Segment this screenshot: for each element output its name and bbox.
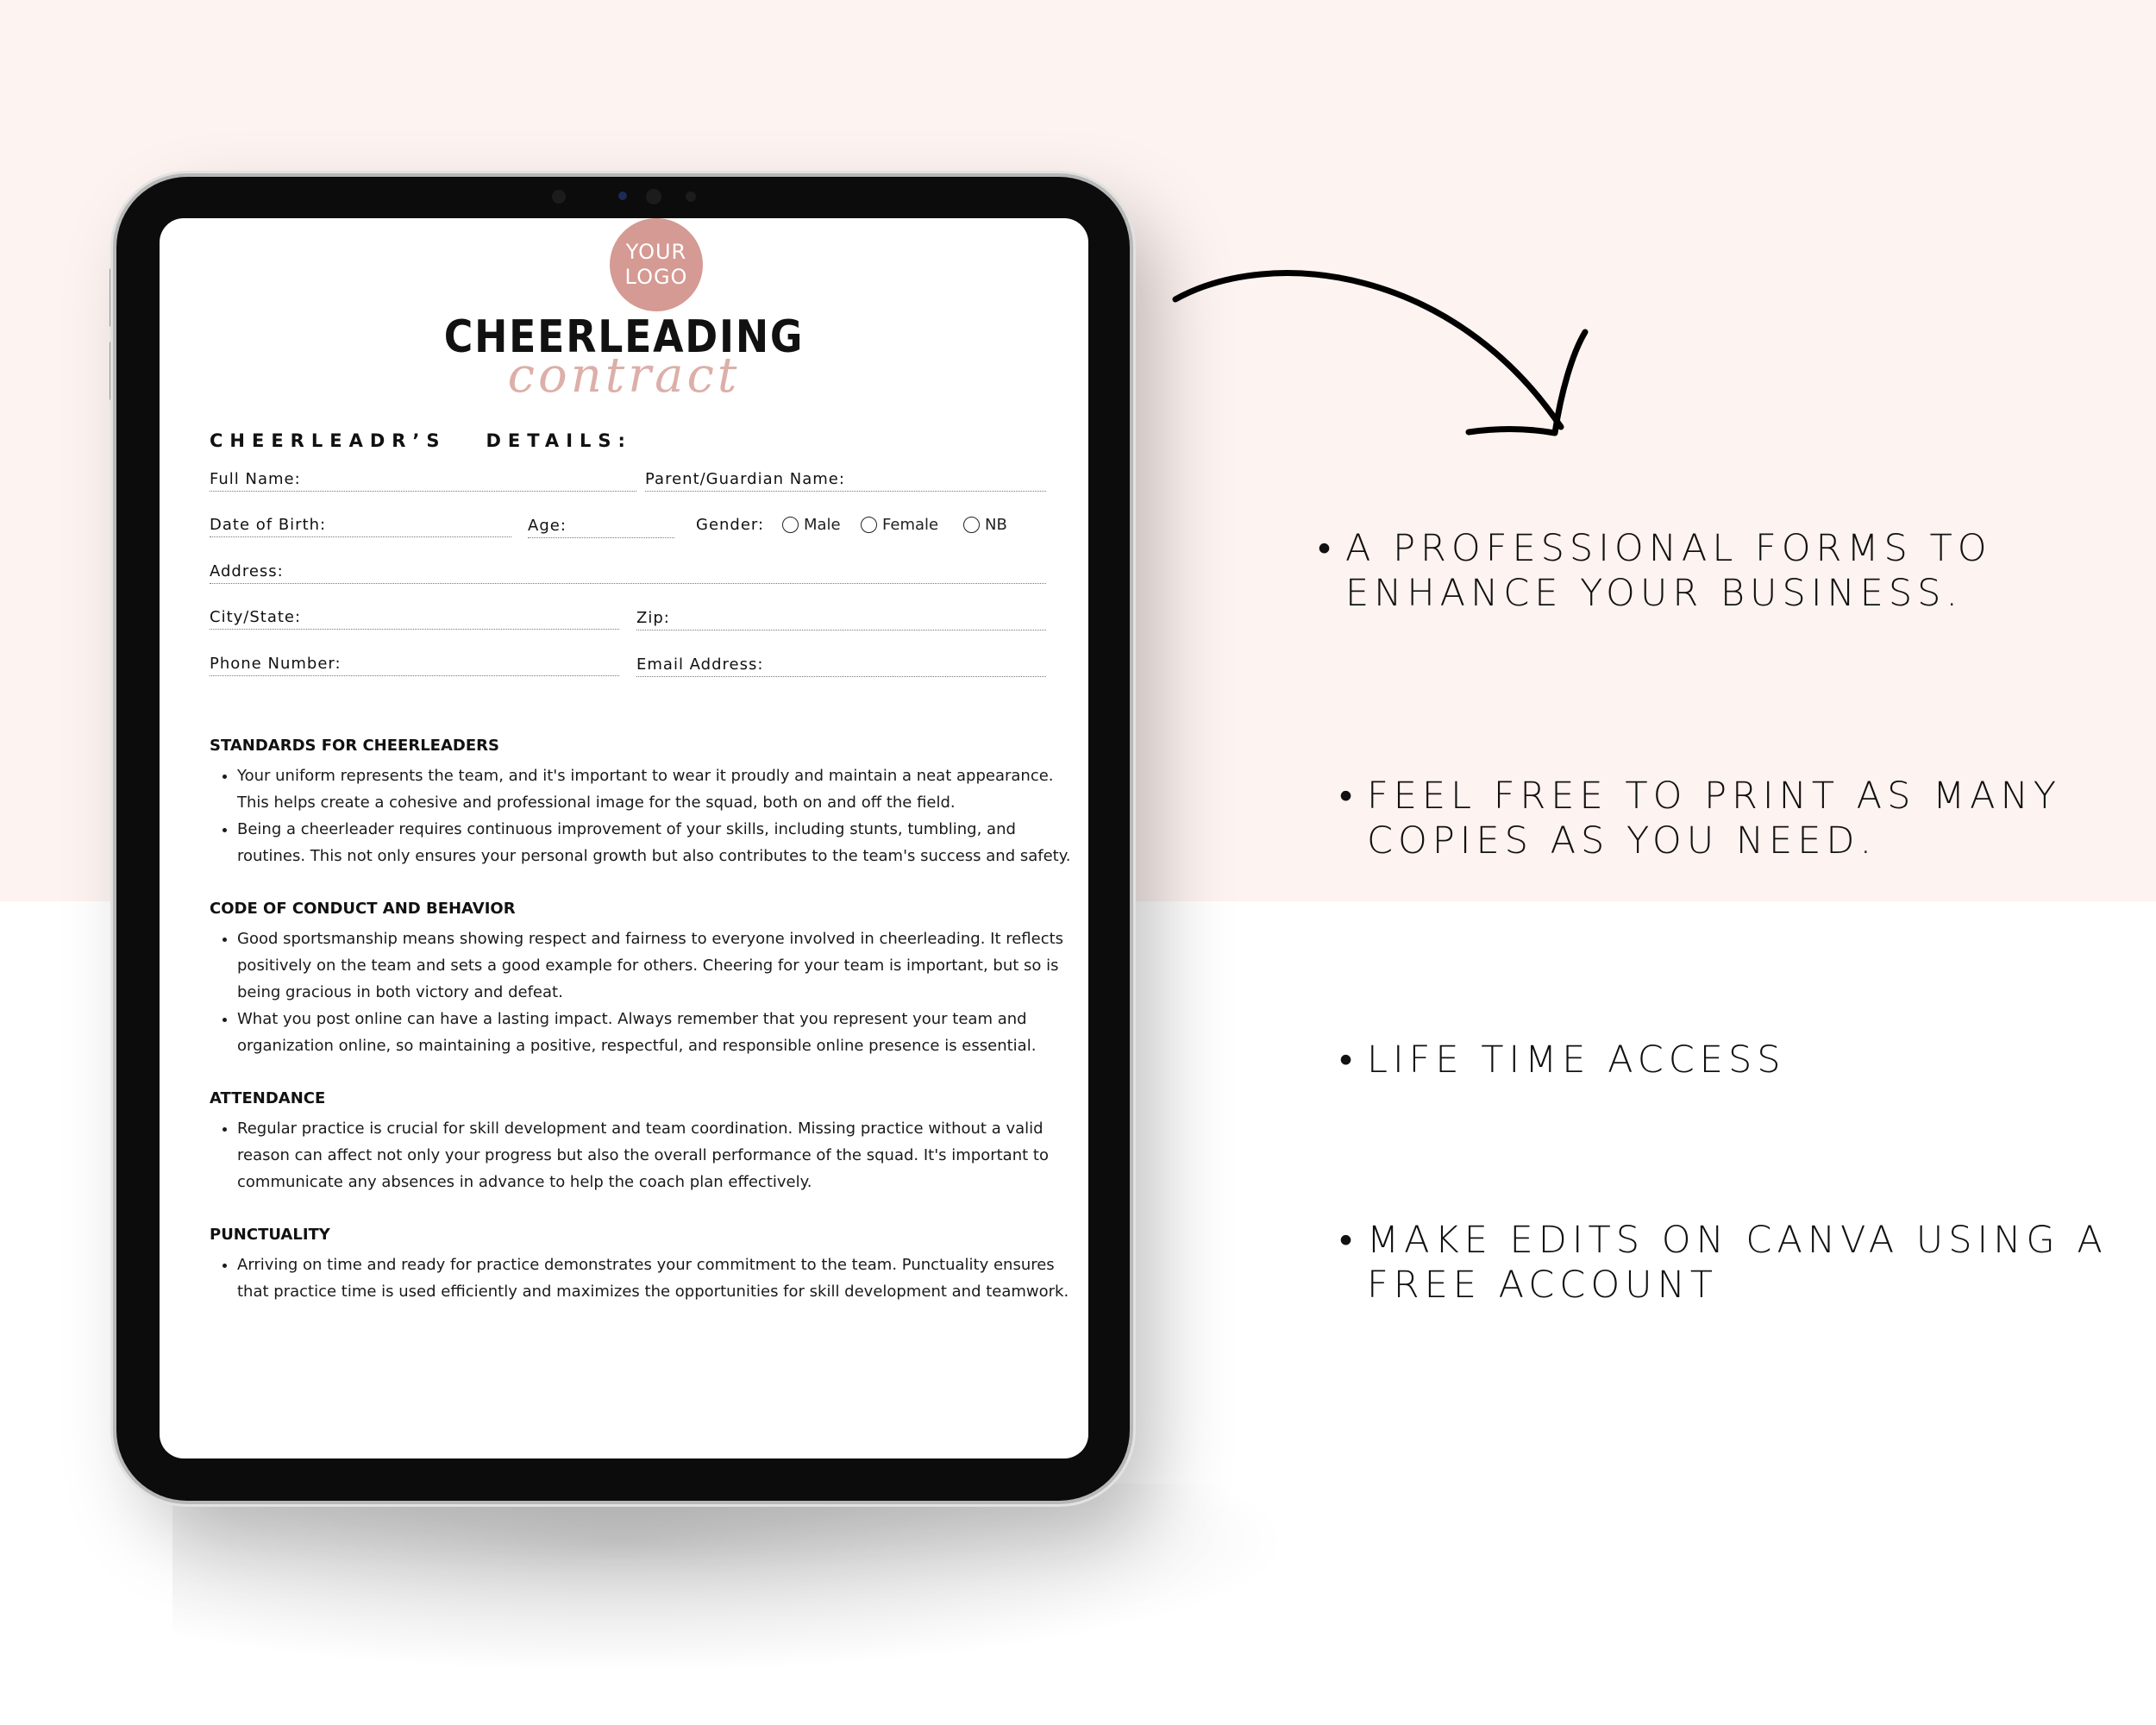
section-list (210, 762, 1072, 869)
city-state-field[interactable]: City/State: (210, 606, 619, 630)
section-list (210, 1115, 1072, 1195)
list-item: • What you post online can have a lasting impact. Always remember that you represent your team and organization online, so maintaining a positive, respectful, and responsible online presence is essential. (237, 1006, 1072, 1059)
feature-item-canva (1339, 1218, 2108, 1308)
conduct-section (210, 895, 1072, 1059)
document-title: CHEERLEADING (443, 311, 805, 363)
list-item: • Regular practice is crucial for skill development and team coordination. Missing practice without a valid reason can affect not only your progress but also the overall performance of the squad. It's important to communicate any absences in advance to help the coach plan effectively. (237, 1115, 1072, 1195)
sensor-dot-icon (686, 191, 696, 202)
feature-line: FREE ACCOUNT (1367, 1264, 1719, 1307)
section-list (210, 925, 1072, 1059)
camera-lens-icon (646, 189, 661, 204)
zip-field[interactable]: Zip: (636, 607, 1046, 630)
address-field[interactable]: Address: (210, 561, 1046, 584)
contract-body (210, 732, 1072, 1331)
bullet-icon: • (1339, 1219, 1358, 1262)
age-field[interactable]: Age: (528, 515, 674, 538)
feature-line: LIFE TIME ACCESS (1367, 1038, 1786, 1082)
gender-label: Gender: (696, 516, 765, 534)
arrow-icon (1169, 263, 1617, 461)
feature-item-print (1339, 774, 2062, 863)
feature-line: FEEL FREE TO PRINT AS MANY (1367, 775, 2062, 818)
list-item: • Being a cheerleader requires continuous improvement of your skills, including stunts, tumbling, and routines. This not only ensures your personal growth but also contributes to the team's success and safety. (237, 816, 1072, 869)
gender-option-female[interactable] (861, 516, 938, 534)
standards-section (210, 732, 1072, 869)
gender-option-nb[interactable] (963, 516, 1007, 534)
feature-line: COPIES AS YOU NEED. (1367, 819, 1877, 862)
parent-name-field[interactable]: Parent/Guardian Name: (645, 468, 1046, 492)
section-heading: CODE OF CONDUCT AND BEHAVIOR (210, 900, 516, 918)
list-item: • Good sportsmanship means showing respect and fairness to everyone involved in cheerleading. It reflects positively on the team and sets a good example for others. Cheering for your team is important, but so is being gracious in both victory and defeat. (237, 925, 1072, 1006)
document-screen (160, 218, 1088, 1458)
gender-option-male[interactable] (782, 516, 841, 534)
bullet-icon: • (1318, 527, 1337, 570)
document-subtitle: contract (507, 348, 741, 404)
logo-line-1: YOUR (625, 240, 687, 264)
camera-icon (552, 190, 566, 204)
volume-button-upper (110, 267, 115, 328)
gender-option-label: Female (882, 516, 939, 534)
feature-line: A PROFESSIONAL FORMS TO (1345, 527, 1992, 570)
full-name-field[interactable]: Full Name: (210, 468, 636, 492)
email-field[interactable]: Email Address: (636, 654, 1046, 677)
sensor-icon (618, 191, 627, 200)
feature-line: MAKE EDITS ON CANVA USING A (1367, 1219, 2108, 1262)
section-heading: STANDARDS FOR CHEERLEADERS (210, 737, 499, 755)
feature-line: ENHANCE YOUR BUSINESS. (1345, 572, 1964, 615)
phone-field[interactable]: Phone Number: (210, 653, 619, 676)
logo-placeholder (610, 218, 703, 311)
radio-icon (782, 517, 799, 533)
radio-icon (861, 517, 877, 533)
feature-item-forms (1318, 526, 1992, 616)
details-heading: CHEERLEADR’S DETAILS: (210, 430, 632, 451)
radio-icon (963, 517, 980, 533)
feature-item-access (1339, 1038, 1786, 1082)
section-list (210, 1251, 1072, 1305)
list-item: • Arriving on time and ready for practice demonstrates your commitment to the team. Punctuality ensures that practice time is used efficiently and maximizes the opportunities for skill development and teamwork. (237, 1251, 1072, 1305)
logo-line-2: LOGO (624, 265, 688, 289)
tablet-shadow (172, 1484, 1294, 1673)
gender-option-label: Male (804, 516, 841, 534)
list-item: • Your uniform represents the team, and it's important to wear it proudly and maintain a neat appearance. This helps create a cohesive and professional image for the squad, both on and off the field. (237, 762, 1072, 816)
attendance-section (210, 1085, 1072, 1195)
volume-button-lower (110, 341, 115, 401)
gender-option-label: NB (985, 516, 1007, 534)
section-heading: PUNCTUALITY (210, 1226, 330, 1244)
bullet-icon: • (1339, 775, 1358, 818)
punctuality-section (210, 1221, 1072, 1305)
bullet-icon: • (1339, 1038, 1358, 1082)
dob-field[interactable]: Date of Birth: (210, 514, 511, 537)
section-heading: ATTENDANCE (210, 1089, 326, 1107)
